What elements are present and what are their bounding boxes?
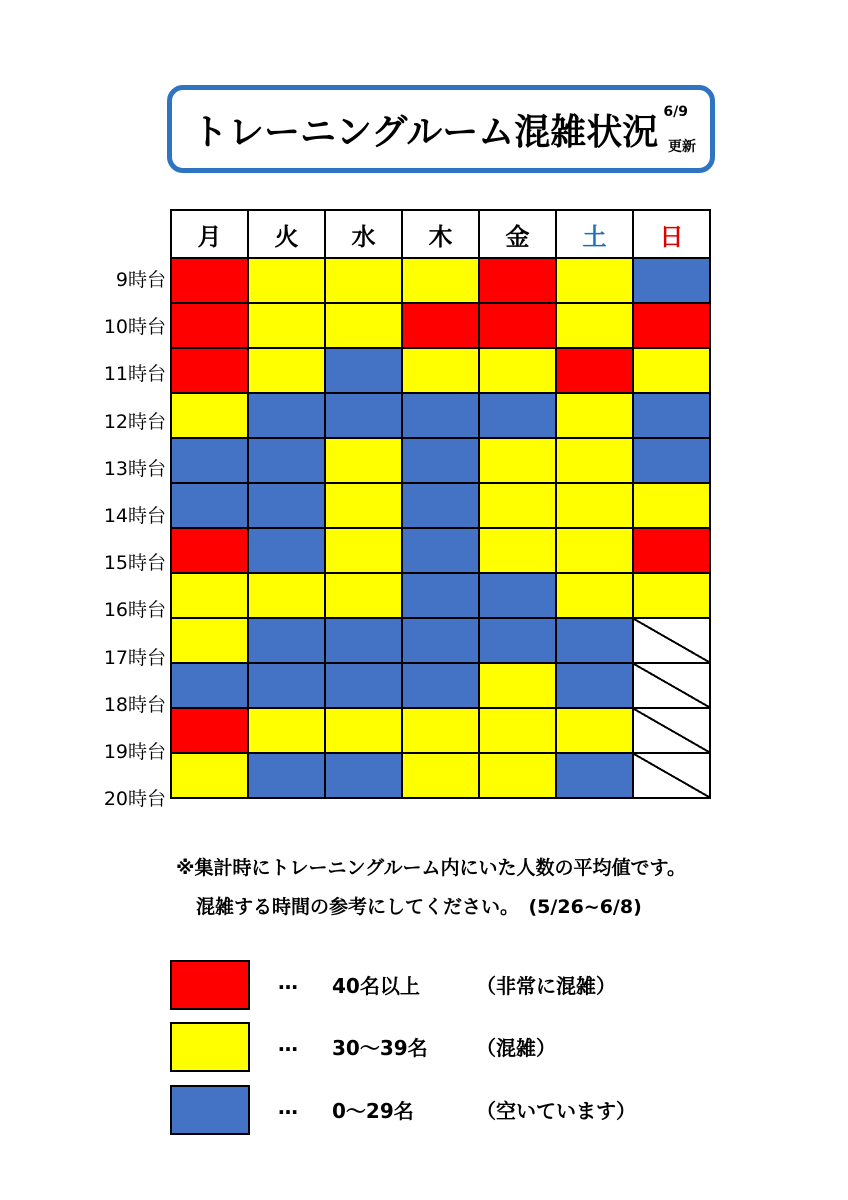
congestion-cell (479, 393, 556, 438)
table-row (171, 753, 710, 798)
congestion-cell (248, 708, 325, 753)
legend-item-high (170, 960, 730, 1010)
congestion-cell (248, 303, 325, 348)
congestion-cell (402, 303, 479, 348)
congestion-cell (171, 393, 248, 438)
congestion-cell (171, 753, 248, 798)
congestion-cell (171, 348, 248, 393)
congestion-cell (633, 528, 710, 573)
table-row (171, 528, 710, 573)
congestion-cell (556, 753, 633, 798)
congestion-cell (325, 303, 402, 348)
legend-count: 30～39名 (332, 1036, 428, 1060)
congestion-cell (479, 663, 556, 708)
congestion-cell (171, 303, 248, 348)
hour-labels (60, 257, 166, 823)
legend-swatch-mid (170, 1022, 250, 1072)
congestion-cell (402, 348, 479, 393)
congestion-cell (479, 303, 556, 348)
hour-label: 15時台 (103, 552, 166, 575)
congestion-cell (479, 438, 556, 483)
table-row (171, 483, 710, 528)
congestion-cell (479, 483, 556, 528)
legend-swatch-high (170, 960, 250, 1010)
note-line-2: 混雑する時間の参考にしてください。 (5/26~6/8) (196, 896, 642, 918)
legend-desc: （空いています） (476, 1099, 636, 1123)
congestion-cell (479, 348, 556, 393)
congestion-cell (402, 393, 479, 438)
congestion-cell (248, 573, 325, 618)
congestion-cell (325, 663, 402, 708)
congestion-table (170, 209, 711, 799)
congestion-cell (479, 753, 556, 798)
table-row (171, 438, 710, 483)
congestion-cell (556, 573, 633, 618)
congestion-cell (325, 393, 402, 438)
legend-dots: … (278, 1095, 298, 1119)
congestion-cell (402, 573, 479, 618)
congestion-cell (402, 483, 479, 528)
congestion-cell (402, 663, 479, 708)
congestion-cell (556, 618, 633, 663)
legend-dots: … (278, 970, 298, 994)
congestion-cell (248, 618, 325, 663)
legend-desc: （非常に混雑） (476, 974, 616, 998)
table-row (171, 348, 710, 393)
congestion-cell (325, 528, 402, 573)
congestion-cell (479, 708, 556, 753)
table-row (171, 303, 710, 348)
table-row (171, 708, 710, 753)
day-header-4: 金 (479, 210, 556, 258)
hour-label: 16時台 (103, 599, 166, 622)
hour-label: 18時台 (103, 693, 166, 716)
congestion-cell (633, 348, 710, 393)
congestion-cell (633, 393, 710, 438)
congestion-cell (633, 483, 710, 528)
congestion-cell (248, 393, 325, 438)
day-header-2: 水 (325, 210, 402, 258)
congestion-cell (556, 393, 633, 438)
congestion-cell (248, 258, 325, 303)
congestion-cell (171, 258, 248, 303)
congestion-cell (325, 258, 402, 303)
closed-cell (633, 618, 710, 663)
day-header-6: 日 (633, 210, 710, 258)
congestion-cell (325, 753, 402, 798)
title-updated-label: 更新 (668, 139, 696, 155)
closed-cell (633, 663, 710, 708)
congestion-cell (402, 438, 479, 483)
day-header-1: 火 (248, 210, 325, 258)
legend-dots: … (278, 1032, 298, 1056)
congestion-cell (556, 348, 633, 393)
page-title: トレーニングルーム混雑状況 (192, 112, 659, 153)
congestion-cell (171, 573, 248, 618)
congestion-cell (402, 258, 479, 303)
congestion-cell (402, 618, 479, 663)
congestion-cell (633, 438, 710, 483)
table-row (171, 573, 710, 618)
congestion-cell (171, 618, 248, 663)
congestion-cell (325, 618, 402, 663)
congestion-cell (556, 483, 633, 528)
congestion-cell (248, 483, 325, 528)
congestion-cell (171, 438, 248, 483)
legend-count: 0～29名 (332, 1099, 414, 1123)
congestion-cell (479, 258, 556, 303)
day-header-0: 月 (171, 210, 248, 258)
congestion-cell (171, 708, 248, 753)
title-box (167, 85, 715, 173)
title-date: 6/9 (663, 104, 688, 120)
congestion-cell (248, 438, 325, 483)
hour-label: 11時台 (103, 363, 166, 386)
congestion-cell (171, 663, 248, 708)
congestion-cell (633, 303, 710, 348)
closed-cell (633, 708, 710, 753)
table-row (171, 393, 710, 438)
legend-swatch-low (170, 1085, 250, 1135)
note-line-1: ※集計時にトレーニングルーム内にいた人数の平均値です。 (176, 857, 687, 879)
congestion-cell (171, 483, 248, 528)
hour-label: 17時台 (103, 646, 166, 669)
congestion-cell (402, 528, 479, 573)
congestion-cell (171, 528, 248, 573)
hour-label: 19時台 (103, 740, 166, 763)
congestion-cell (556, 438, 633, 483)
table-row (171, 258, 710, 303)
congestion-cell (248, 753, 325, 798)
day-header-row (171, 210, 710, 258)
congestion-cell (325, 573, 402, 618)
congestion-cell (325, 438, 402, 483)
hour-label: 12時台 (103, 410, 166, 433)
hour-label: 13時台 (103, 457, 166, 480)
table-row (171, 618, 710, 663)
hour-label: 9時台 (115, 269, 166, 291)
congestion-cell (402, 753, 479, 798)
closed-cell (633, 753, 710, 798)
congestion-cell (402, 708, 479, 753)
hour-label: 20時台 (103, 788, 166, 811)
legend-item-low (170, 1085, 730, 1135)
congestion-cell (248, 663, 325, 708)
congestion-cell (479, 528, 556, 573)
legend-count: 40名以上 (332, 974, 420, 998)
congestion-cell (556, 303, 633, 348)
table-row (171, 663, 710, 708)
hour-label: 10時台 (103, 316, 166, 339)
congestion-cell (479, 618, 556, 663)
legend-desc: （混雑） (476, 1036, 556, 1060)
congestion-cell (325, 708, 402, 753)
congestion-cell (325, 483, 402, 528)
legend-item-mid (170, 1022, 730, 1072)
congestion-cell (556, 258, 633, 303)
congestion-cell (556, 708, 633, 753)
congestion-cell (556, 528, 633, 573)
day-header-5: 土 (556, 210, 633, 258)
congestion-cell (633, 258, 710, 303)
day-header-3: 木 (402, 210, 479, 258)
congestion-cell (633, 573, 710, 618)
congestion-cell (556, 663, 633, 708)
congestion-cell (325, 348, 402, 393)
congestion-cell (248, 348, 325, 393)
hour-label: 14時台 (103, 504, 166, 527)
congestion-cell (479, 573, 556, 618)
congestion-cell (248, 528, 325, 573)
